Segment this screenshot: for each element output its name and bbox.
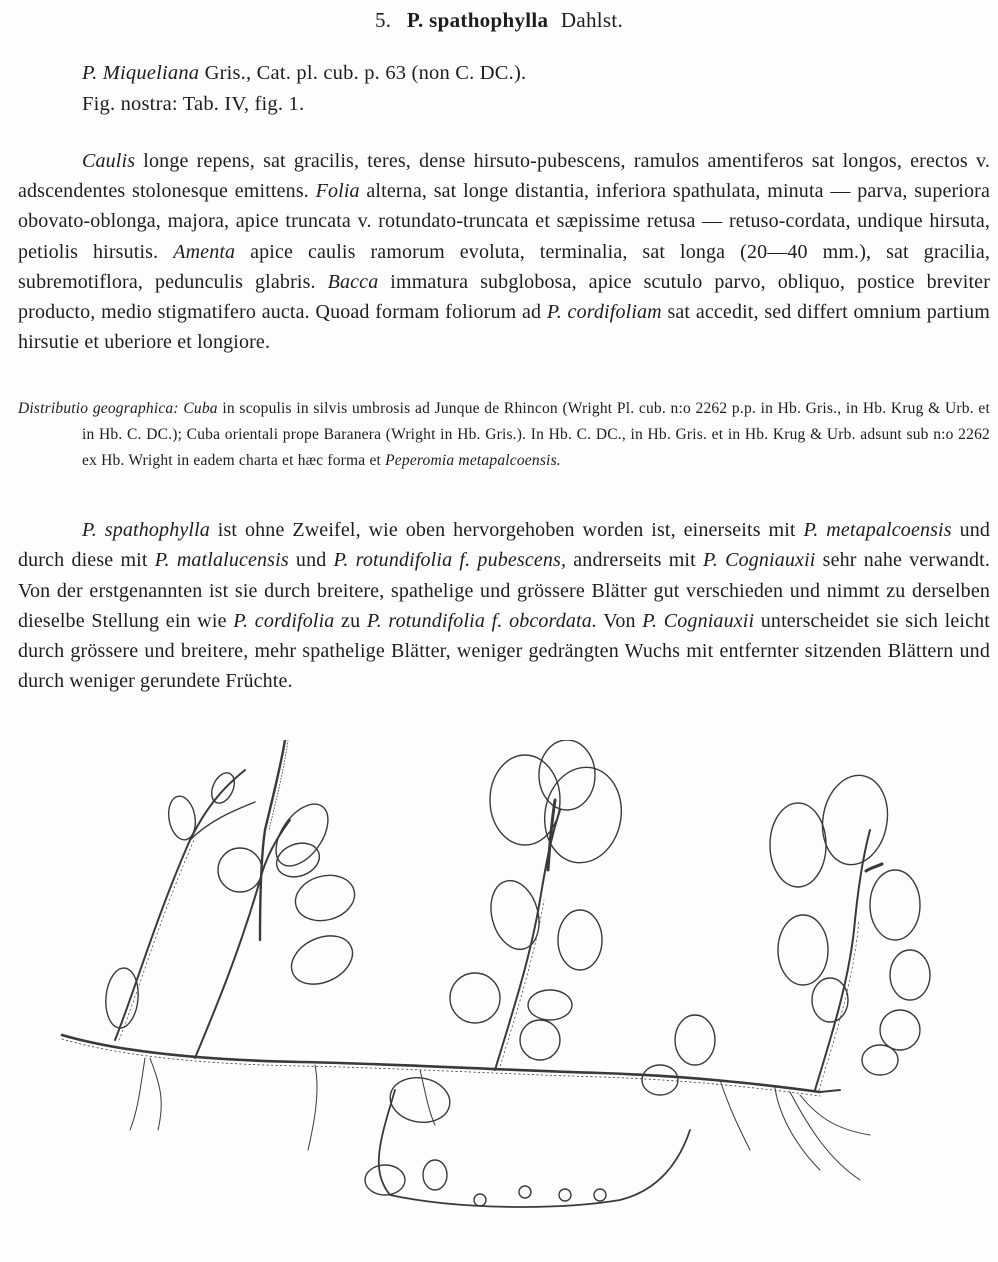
leaf [490, 755, 560, 845]
synonym-line [82, 62, 526, 85]
description-run: Caulis [82, 150, 136, 172]
discussion-run: P. rotundifolia f. pubescens, [333, 549, 567, 572]
left-branch [115, 770, 245, 1040]
right-spike [866, 864, 882, 871]
discussion-run: P. Cogniauxii [642, 609, 755, 632]
leaf [870, 870, 920, 940]
leaf [387, 1073, 454, 1127]
distribution-run: in scopulis in silvis umbrosis ad Junque de Rhincon (Wright Pl. cub. n:o 2262 p.p. in Hb. Gris., in Hb. Krug & Urb. et in Hb. C. DC.); Cuba orientali prope Baranera (Wright in Hb. Gris.). In Hb. C. DC., in Hb. Gris. et in Hb. Krug & Urb. adsunt sub n:o 2262 ex Hb. Wright in eadem charta et hæc forma et [82, 400, 990, 470]
roots [130, 1058, 870, 1180]
species-heading [0, 8, 998, 33]
discussion-run: und [288, 549, 334, 572]
leaf [520, 1020, 560, 1060]
leaf [862, 1045, 898, 1075]
distribution-run: Peperomia metapalcoensis. [385, 452, 561, 470]
description-run: apice caulis ramorum evoluta, terminalia, sat longa (20—40 mm.), sat gracilia, subremotiflora, pedunculis glabris. [18, 240, 990, 293]
leaf [207, 769, 239, 806]
discussion-run: sehr nahe verwandt. Von der erstgenannten ist sie durch breitere, spathelige und grössere Blätter gut verschieden und nimmt zu derselben dieselbe Stellung ein wie [18, 549, 990, 632]
plant-illustration [40, 740, 980, 1240]
leaf [770, 803, 826, 887]
distribution-paragraph [18, 396, 990, 475]
description-run: alterna, sat longe distantia, inferiora spathulata, minuta — parva, superiora obovato-oblonga, majora, apice truncata v. rotundato-truncata et sæpissime retusa — retuso-cordata, undique hirsuta, petiolis hirsutis. [18, 180, 990, 263]
leaf [284, 927, 361, 994]
discussion-run: und durch diese mit [18, 519, 991, 572]
leaf [816, 770, 895, 870]
description-run: sat accedit, sed differt omnium partium hirsutie et uberiore et longiore. [18, 301, 991, 354]
discussion-run: P. Cogniauxii [703, 549, 816, 572]
leaf [812, 978, 848, 1022]
leaf [272, 837, 324, 882]
center-spike [548, 800, 555, 870]
discussion-run: unterscheidet sie sich leicht durch grössere und breitere, mehr spathelige Blätter, weniger gedrängten Wuchs mit entfernter sitzenden Blättern und durch weniger gerundete Früchte. [18, 609, 990, 693]
leaf [528, 990, 572, 1020]
distribution-run: Cuba [183, 400, 218, 417]
description-run: Folia [315, 180, 360, 203]
distribution-text [18, 396, 990, 475]
plant-drawing [40, 740, 980, 1240]
species-author: Dahlst. [560, 8, 624, 32]
species-number: 5. [374, 8, 392, 32]
leaf [539, 740, 595, 810]
leaf [537, 761, 629, 869]
left-branch-2 [195, 820, 290, 1058]
figure-reference: Fig. nostra: Tab. IV, fig. 1. [82, 93, 305, 115]
description-run: P. cordifoliam [546, 301, 662, 324]
left-spike [260, 740, 285, 940]
leaf [880, 1010, 920, 1050]
small-leaf [594, 1189, 606, 1201]
description-run: immatura subglobosa, apice scutulo parvo, obliquo, postice breviter producto, medio stigmatifero aucta. Quoad formam foliorum ad [18, 270, 991, 324]
discussion-paragraph [18, 515, 990, 697]
discussion-run: Von [597, 609, 643, 632]
synonym-citation: Gris., Cat. pl. cub. p. 63 (non C. DC.). [204, 62, 527, 84]
leaf [558, 910, 602, 970]
leaf [290, 869, 359, 927]
discussion-text [18, 515, 990, 697]
description-paragraph [18, 146, 990, 357]
leaf [365, 1165, 405, 1195]
right-branch [815, 830, 870, 1090]
description-run: Bacca [327, 270, 379, 293]
discussion-run: andrerseits mit [566, 549, 703, 572]
discussion-run: ist ohne Zweifel, wie oben hervorgehoben worden ist, einerseits mit [209, 519, 804, 541]
leaf [450, 973, 500, 1023]
discussion-run: zu [334, 609, 367, 632]
discussion-run: P. spathophylla [82, 519, 210, 541]
small-leaf [559, 1189, 571, 1201]
description-run: Amenta [173, 240, 236, 263]
leaf [218, 848, 262, 892]
synonym-name: P. Miqueliana [82, 62, 200, 84]
description-run: longe repens, sat gracilis, teres, dense hirsuto-pubescens, ramulos amentiferos sat longos, erectos v. adscendentes stolonesque emittens. [18, 150, 990, 203]
description-text [18, 146, 990, 357]
discussion-run: P. matlalucensis [154, 549, 289, 572]
leaf [423, 1160, 447, 1190]
discussion-run: P. cordifolia [233, 609, 335, 632]
small-leaf [474, 1194, 486, 1206]
main-stem [62, 1035, 820, 1092]
leaf [890, 950, 930, 1000]
discussion-run: P. rotundifolia f. obcordata. [366, 609, 598, 632]
leaf [675, 1015, 715, 1065]
stolon [379, 1090, 690, 1207]
species-name: P. spathophylla [406, 8, 549, 32]
small-leaf [519, 1186, 531, 1198]
leaf [778, 915, 828, 985]
distribution-run: Distributio geographica: [18, 400, 179, 417]
discussion-run: P. metapalcoensis [803, 519, 952, 541]
